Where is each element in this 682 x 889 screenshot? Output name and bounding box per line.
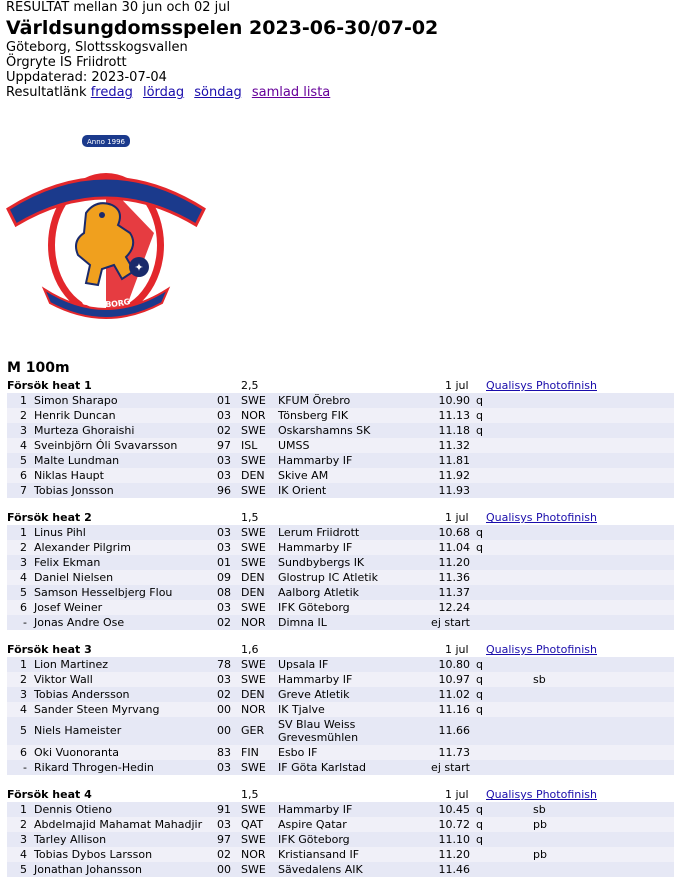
- date-range: RESULTAT mellan 30 jun och 02 jul: [6, 0, 231, 15]
- country: DEN: [241, 571, 265, 584]
- result-time: 11.73: [438, 746, 470, 759]
- country: NOR: [241, 703, 266, 716]
- birth-year: 01: [217, 556, 231, 569]
- athlete-name: Jonas Andre Ose: [34, 616, 125, 629]
- result-time: 11.81: [438, 454, 470, 467]
- result-time: 11.66: [438, 724, 470, 737]
- heat-name: Försök heat 3: [7, 643, 92, 656]
- birth-year: 03: [217, 469, 231, 482]
- athlete-name: Tobias Andersson: [34, 688, 130, 701]
- heat-name: Försök heat 4: [7, 788, 92, 801]
- birth-year: 00: [217, 703, 231, 716]
- heat-date: 1 jul: [445, 643, 469, 656]
- place: 5: [20, 454, 27, 467]
- club: IFK Göteborg: [278, 833, 350, 846]
- place: 6: [20, 746, 27, 759]
- athlete-name: Oki Vuonoranta: [34, 746, 120, 759]
- birth-year: 83: [217, 746, 231, 759]
- country: NOR: [241, 409, 266, 422]
- athlete-name: Murteza Ghoraishi: [34, 424, 135, 437]
- logo-city-text: GÖTEBORG: [80, 297, 132, 310]
- athlete-name: Niels Hameister: [34, 724, 122, 737]
- athlete-name: Alexander Pilgrim: [34, 541, 131, 554]
- birth-year: 03: [217, 761, 231, 774]
- result-time: 11.20: [438, 556, 470, 569]
- birth-year: 03: [217, 526, 231, 539]
- result-time: 11.16: [438, 703, 470, 716]
- heats-container: [7, 378, 674, 889]
- country: SWE: [241, 541, 266, 554]
- club: Sundbybergs IK: [278, 556, 365, 569]
- birth-year: 02: [217, 616, 231, 629]
- result-time: 12.24: [438, 601, 470, 614]
- athlete-name: Viktor Wall: [34, 673, 93, 686]
- result-row: [7, 817, 674, 832]
- record-note: sb: [533, 803, 546, 816]
- result-row: [7, 585, 674, 600]
- place: 5: [20, 863, 27, 876]
- qualified-mark: q: [476, 673, 483, 686]
- place: 3: [20, 556, 27, 569]
- result-row: [7, 453, 674, 468]
- heat-header: [7, 378, 674, 393]
- result-row: [7, 832, 674, 847]
- qualified-mark: q: [476, 394, 483, 407]
- club: IFK Göteborg: [278, 601, 350, 614]
- result-row: [7, 468, 674, 483]
- qualified-mark: q: [476, 658, 483, 671]
- result-row: [7, 802, 674, 817]
- result-row: [7, 672, 674, 687]
- heat-date: 1 jul: [445, 379, 469, 392]
- birth-year: 03: [217, 409, 231, 422]
- athlete-name: Henrik Duncan: [34, 409, 116, 422]
- country: SWE: [241, 673, 266, 686]
- country: ISL: [241, 439, 258, 452]
- heat-section: [7, 510, 674, 630]
- birth-year: 02: [217, 424, 231, 437]
- result-row: [7, 438, 674, 453]
- photofinish-link[interactable]: Qualisys Photofinish: [486, 643, 597, 656]
- club: Esbo IF: [278, 746, 318, 759]
- athlete-name: Daniel Nielsen: [34, 571, 114, 584]
- country: DEN: [241, 469, 265, 482]
- record-note: sb: [533, 673, 546, 686]
- club: Greve Atletik: [278, 688, 350, 701]
- athlete-name: Tarley Allison: [34, 833, 107, 846]
- event-logo: [6, 133, 206, 325]
- club: Hammarby IF: [278, 454, 353, 467]
- country: QAT: [241, 818, 264, 831]
- qualified-mark: q: [476, 409, 483, 422]
- heat-wind: 1,6: [241, 643, 259, 656]
- page-header: [6, 0, 676, 100]
- birth-year: 00: [217, 863, 231, 876]
- country: SWE: [241, 394, 266, 407]
- place: 5: [20, 724, 27, 737]
- result-time: 11.92: [438, 469, 470, 482]
- logo-anno-text: Anno 1996: [87, 138, 125, 146]
- heat-header: [7, 787, 674, 802]
- club: IF Göta Karlstad: [278, 761, 366, 774]
- place: 6: [20, 601, 27, 614]
- place: 3: [20, 833, 27, 846]
- club: IK Tjalve: [278, 703, 325, 716]
- club: SV Blau Weiss Grevesmühlen: [278, 718, 359, 744]
- country: SWE: [241, 454, 266, 467]
- qualified-mark: q: [476, 833, 483, 846]
- place: 1: [20, 394, 27, 407]
- country: SWE: [241, 803, 266, 816]
- birth-year: 01: [217, 394, 231, 407]
- result-links: [6, 85, 676, 100]
- organizer: Örgryte IS Friidrott: [6, 55, 127, 70]
- result-time: 10.68: [438, 526, 470, 539]
- place: 2: [20, 818, 27, 831]
- result-row: [7, 760, 674, 775]
- result-row: [7, 717, 674, 745]
- result-time: 11.04: [438, 541, 470, 554]
- heat-name: Försök heat 1: [7, 379, 92, 392]
- result-row: [7, 847, 674, 862]
- club: Upsala IF: [278, 658, 329, 671]
- qualified-mark: q: [476, 703, 483, 716]
- birth-year: 08: [217, 586, 231, 599]
- club: Oskarshamns SK: [278, 424, 371, 437]
- club: Kristiansand IF: [278, 848, 360, 861]
- birth-year: 96: [217, 484, 231, 497]
- logo-arc-text: VÄRLDSUNGDOMSSPELEN: [17, 158, 195, 196]
- athlete-name: Tobias Jonsson: [34, 484, 114, 497]
- qualified-mark: q: [476, 526, 483, 539]
- birth-year: 02: [217, 848, 231, 861]
- club: Hammarby IF: [278, 541, 353, 554]
- link-fredag[interactable]: fredag: [90, 85, 133, 100]
- result-row: [7, 525, 674, 540]
- result-time: 10.80: [438, 658, 470, 671]
- heat-header: [7, 510, 674, 525]
- result-row: [7, 862, 674, 877]
- country: DEN: [241, 586, 265, 599]
- link-sondag[interactable]: söndag: [194, 85, 242, 100]
- link-lordag[interactable]: lördag: [142, 85, 185, 100]
- heat-section: [7, 642, 674, 775]
- club: Glostrup IC Atletik: [278, 571, 378, 584]
- place: 4: [20, 848, 27, 861]
- result-row: [7, 393, 674, 408]
- birth-year: 03: [217, 673, 231, 686]
- country: SWE: [241, 761, 266, 774]
- result-time: ej start: [431, 616, 470, 629]
- athlete-name: Jonathan Johansson: [34, 863, 143, 876]
- birth-year: 03: [217, 454, 231, 467]
- venue: Göteborg, Slottsskogsvallen: [6, 40, 188, 55]
- record-note: pb: [533, 848, 547, 861]
- svg-text:✦: ✦: [134, 261, 144, 274]
- heat-section: [7, 787, 674, 877]
- result-row: [7, 408, 674, 423]
- birth-year: 00: [217, 724, 231, 737]
- result-time: 10.97: [438, 673, 470, 686]
- place: 7: [20, 484, 27, 497]
- club: KFUM Örebro: [278, 394, 351, 407]
- birth-year: 78: [217, 658, 231, 671]
- place: 4: [20, 703, 27, 716]
- athlete-name: Malte Lundman: [34, 454, 120, 467]
- athlete-name: Josef Weiner: [34, 601, 103, 614]
- birth-year: 03: [217, 601, 231, 614]
- country: SWE: [241, 484, 266, 497]
- athlete-name: Dennis Otieno: [34, 803, 112, 816]
- athlete-name: Samson Hesselbjerg Flou: [34, 586, 173, 599]
- result-row: [7, 540, 674, 555]
- result-time: 10.72: [438, 818, 470, 831]
- place: 4: [20, 439, 27, 452]
- birth-year: 97: [217, 439, 231, 452]
- place: 2: [20, 409, 27, 422]
- club: Aspire Qatar: [278, 818, 347, 831]
- result-row: [7, 687, 674, 702]
- event-title: M 100m: [7, 360, 70, 376]
- athlete-name: Sander Steen Myrvang: [34, 703, 160, 716]
- birth-year: 09: [217, 571, 231, 584]
- country: SWE: [241, 424, 266, 437]
- country: DEN: [241, 688, 265, 701]
- club: Lerum Friidrott: [278, 526, 360, 539]
- place: 2: [20, 673, 27, 686]
- place: 1: [20, 526, 27, 539]
- country: NOR: [241, 616, 266, 629]
- qualified-mark: q: [476, 688, 483, 701]
- result-time: 11.36: [438, 571, 470, 584]
- result-row: [7, 555, 674, 570]
- place: 1: [20, 803, 27, 816]
- heat-section: [7, 378, 674, 498]
- athlete-name: Linus Pihl: [34, 526, 86, 539]
- country: SWE: [241, 863, 266, 876]
- club: Skive AM: [278, 469, 329, 482]
- country: SWE: [241, 556, 266, 569]
- result-row: [7, 570, 674, 585]
- place: 5: [20, 586, 27, 599]
- result-row: [7, 615, 674, 630]
- photofinish-link[interactable]: Qualisys Photofinish: [486, 379, 597, 392]
- updated-date: Uppdaterad: 2023-07-04: [6, 70, 167, 85]
- result-row: [7, 657, 674, 672]
- club: Sävedalens AIK: [278, 863, 363, 876]
- place: 6: [20, 469, 27, 482]
- birth-year: 91: [217, 803, 231, 816]
- place: 1: [20, 658, 27, 671]
- result-time: 11.18: [438, 424, 470, 437]
- result-row: [7, 483, 674, 498]
- place: -: [23, 761, 27, 774]
- place: 4: [20, 571, 27, 584]
- qualified-mark: q: [476, 818, 483, 831]
- athlete-name: Abdelmajid Mahamat Mahadjir: [34, 818, 203, 831]
- athlete-name: Sveinbjörn Óli Svavarsson: [34, 439, 178, 452]
- result-time: 11.46: [438, 863, 470, 876]
- result-time: 11.10: [438, 833, 470, 846]
- birth-year: 03: [217, 541, 231, 554]
- result-time: 11.02: [438, 688, 470, 701]
- club: IK Orient: [278, 484, 327, 497]
- result-time: 11.93: [438, 484, 470, 497]
- athlete-name: Felix Ekman: [34, 556, 101, 569]
- result-time: 11.37: [438, 586, 470, 599]
- heat-date: 1 jul: [445, 511, 469, 524]
- result-links-label: Resultatlänk: [6, 85, 87, 100]
- result-time: 11.13: [438, 409, 470, 422]
- result-time: ej start: [431, 761, 470, 774]
- athlete-name: Rikard Throgen-Hedin: [34, 761, 154, 774]
- country: GER: [241, 724, 265, 737]
- result-time: 11.20: [438, 848, 470, 861]
- club: Hammarby IF: [278, 803, 353, 816]
- result-time: 11.32: [438, 439, 470, 452]
- country: SWE: [241, 833, 266, 846]
- club: UMSS: [278, 439, 310, 452]
- athlete-name: Lion Martinez: [34, 658, 109, 671]
- heat-wind: 1,5: [241, 511, 259, 524]
- result-time: 10.90: [438, 394, 470, 407]
- birth-year: 02: [217, 688, 231, 701]
- club: Aalborg Atletik: [278, 586, 360, 599]
- birth-year: 03: [217, 818, 231, 831]
- link-samlad-lista[interactable]: samlad lista: [251, 85, 331, 100]
- result-row: [7, 423, 674, 438]
- place: 3: [20, 424, 27, 437]
- heat-wind: 2,5: [241, 379, 259, 392]
- heat-name: Försök heat 2: [7, 511, 92, 524]
- result-row: [7, 745, 674, 760]
- country: FIN: [241, 746, 259, 759]
- birth-year: 97: [217, 833, 231, 846]
- result-time: 10.45: [438, 803, 470, 816]
- athlete-name: Tobias Dybos Larsson: [34, 848, 153, 861]
- heat-date: 1 jul: [445, 788, 469, 801]
- photofinish-link[interactable]: Qualisys Photofinish: [486, 511, 597, 524]
- result-row: [7, 600, 674, 615]
- club: Hammarby IF: [278, 673, 353, 686]
- heat-header: [7, 642, 674, 657]
- country: NOR: [241, 848, 266, 861]
- athlete-name: Niklas Haupt: [34, 469, 104, 482]
- place: -: [23, 616, 27, 629]
- qualified-mark: q: [476, 541, 483, 554]
- club: Dimna IL: [278, 616, 327, 629]
- record-note: pb: [533, 818, 547, 831]
- heat-wind: 1,5: [241, 788, 259, 801]
- result-row: [7, 702, 674, 717]
- place: 2: [20, 541, 27, 554]
- place: 3: [20, 688, 27, 701]
- country: SWE: [241, 601, 266, 614]
- club: Tönsberg FIK: [278, 409, 349, 422]
- country: SWE: [241, 526, 266, 539]
- qualified-mark: q: [476, 803, 483, 816]
- country: SWE: [241, 658, 266, 671]
- athlete-name: Simon Sharapo: [34, 394, 118, 407]
- photofinish-link[interactable]: Qualisys Photofinish: [486, 788, 597, 801]
- page-title: Världsungdomsspelen 2023-06-30/07-02: [6, 17, 439, 39]
- qualified-mark: q: [476, 424, 483, 437]
